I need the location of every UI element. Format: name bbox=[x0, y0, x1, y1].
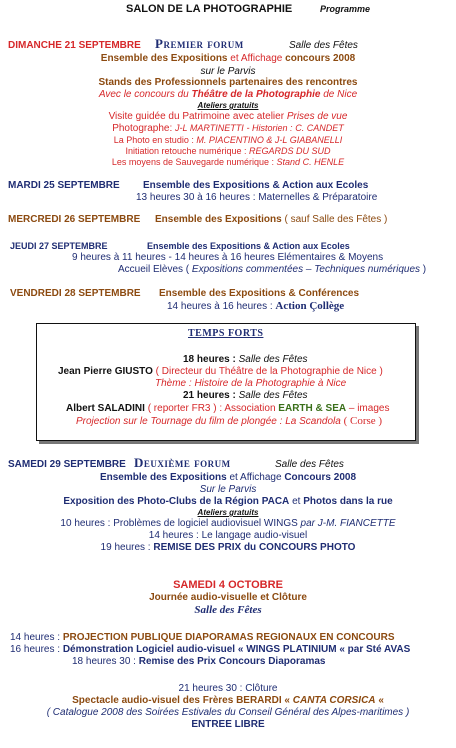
page-title: SALON DE LA PHOTOGRAPHIE bbox=[126, 3, 293, 15]
day-header-tuesday-25: MARDI 25 SEPTEMBRE bbox=[8, 180, 120, 191]
saturday-line-2: Sur le Parvis bbox=[199, 484, 257, 495]
sunday-line-5: Visite guidée du Patrimoine avec atelier Prises de vue bbox=[108, 111, 348, 122]
saturday-line-4: 10 heures : Problèmes de logiciel audiovisuel WINGS par J-M. FIANCETTE bbox=[60, 518, 396, 529]
october-line-8: ( Catalogue 2008 des Soirées Estivales du Conseil Général des Alpes-maritimes ) bbox=[46, 707, 410, 718]
sunday-line-4: Avec le concours du Théâtre de la Photographie de Nice bbox=[98, 89, 358, 100]
venue-label: Salle des Fêtes bbox=[289, 40, 358, 51]
sunday-line-9: Les moyens de Sauvegarde numérique : Stand C. HENLE bbox=[111, 157, 345, 167]
friday-title: Ensemble des Expositions & Conférences bbox=[159, 288, 360, 299]
forum-title-deuxieme: Deuxième forum bbox=[134, 455, 231, 470]
sunday-line-3: Stands des Professionnels partenaires des rencontres bbox=[98, 77, 358, 88]
temps-forts-title: TEMPS FORTS bbox=[188, 328, 264, 339]
sunday-line-7: La Photo en studio : M. PIACENTINO & J-L GIABANELLI bbox=[113, 135, 343, 145]
october-line-5: 18 heures 30 : Remise des Prix Concours Diaporamas bbox=[72, 656, 326, 667]
october-line-7: Spectacle audio-visuel des Frères BERARDI « CANTA CORSICA « bbox=[72, 695, 384, 706]
thursday-title: Ensemble des Expositions & Action aux Ecoles bbox=[147, 241, 350, 251]
sunday-line-1: Ensemble des Expositions et Affichage concours 2008 bbox=[100, 53, 356, 64]
thursday-line-1: 9 heures à 11 heures - 14 heures à 16 heures Elémentaires & Moyens bbox=[72, 252, 384, 263]
sunday-line-8: Initiation retouche numérique : REGARDS DU SUD bbox=[125, 146, 331, 156]
saturday-line-1: Ensemble des Expositions et Affichage Concours 2008 bbox=[99, 472, 357, 483]
october-line-4: 16 heures : Démonstration Logiciel audio-visuel « WINGS PLATINIUM « par Sté AVAS bbox=[10, 644, 411, 655]
day-header-friday-28: VENDREDI 28 SEPTEMBRE bbox=[10, 288, 141, 299]
saturday-line-6: 19 heures : REMISE DES PRIX du CONCOURS PHOTO bbox=[100, 542, 356, 553]
october-line-3: 14 heures : PROJECTION PUBLIQUE DIAPORAMAS REGIONAUX EN CONCOURS bbox=[10, 632, 395, 643]
sunday-line-6: Photographe: J-L MARTINETTI - Historien : C. CANDET bbox=[112, 123, 344, 134]
tuesday-title: Ensemble des Expositions & Action aux Ecoles bbox=[143, 180, 369, 191]
day-header-wednesday-26: MERCREDI 26 SEPTEMBRE bbox=[8, 214, 141, 225]
wednesday-line: Ensemble des Expositions ( sauf Salle des Fêtes ) bbox=[155, 214, 388, 225]
october-line-2: Salle des Fêtes bbox=[194, 604, 262, 616]
friday-line-1: 14 heures à 16 heures : Action Çollège bbox=[167, 300, 345, 312]
temps-line-5: Albert SALADINI ( reporter FR3 ) : Association EARTH & SEA – images bbox=[66, 403, 390, 414]
tuesday-line-1: 13 heures 30 à 16 heures : Maternelles & Préparatoire bbox=[136, 192, 378, 203]
temps-line-1: 18 heures : Salle des Fêtes bbox=[183, 354, 308, 365]
sunday-line-2: sur le Parvis bbox=[200, 66, 256, 77]
temps-line-6: Projection sur le Tournage du film de plongée : La Scandola ( Corse ) bbox=[76, 415, 383, 427]
october-line-6: 21 heures 30 : Clôture bbox=[178, 683, 278, 694]
october-line-1: Journée audio-visuelle et Clôture bbox=[149, 592, 307, 603]
saturday-line-3: Exposition des Photo-Clubs de la Région PACA et Photos dans la rue bbox=[63, 496, 393, 507]
programme-label: Programme bbox=[320, 4, 371, 14]
venue-label-2: Salle des Fêtes bbox=[275, 459, 344, 470]
day-header-saturday-29: SAMEDI 29 SEPTEMBRE bbox=[8, 459, 126, 470]
ateliers-label-2: Ateliers gratuits bbox=[197, 508, 259, 517]
temps-line-2: Jean Pierre GIUSTO ( Directeur du Théâtre de la Photographie de Nice ) bbox=[58, 366, 383, 377]
temps-line-3: Thème : Histoire de la Photographie à Nice bbox=[155, 378, 347, 389]
day-header-sunday-21: DIMANCHE 21 SEPTEMBRE bbox=[8, 40, 141, 51]
day-header-saturday-4-october: SAMEDI 4 OCTOBRE bbox=[173, 579, 283, 591]
saturday-line-5: 14 heures : Le langage audio-visuel bbox=[148, 530, 308, 541]
temps-line-4: 21 heures : Salle des Fêtes bbox=[183, 390, 308, 401]
entree-libre: ENTREE LIBRE bbox=[191, 719, 265, 730]
day-header-thursday-27: JEUDI 27 SEPTEMBRE bbox=[10, 241, 108, 251]
forum-title-premier: Premier forum bbox=[155, 36, 244, 51]
thursday-line-2: Accueil Elèves ( Expositions commentées – Techniques numériques ) bbox=[118, 264, 427, 275]
ateliers-label-1: Ateliers gratuits bbox=[197, 101, 259, 110]
